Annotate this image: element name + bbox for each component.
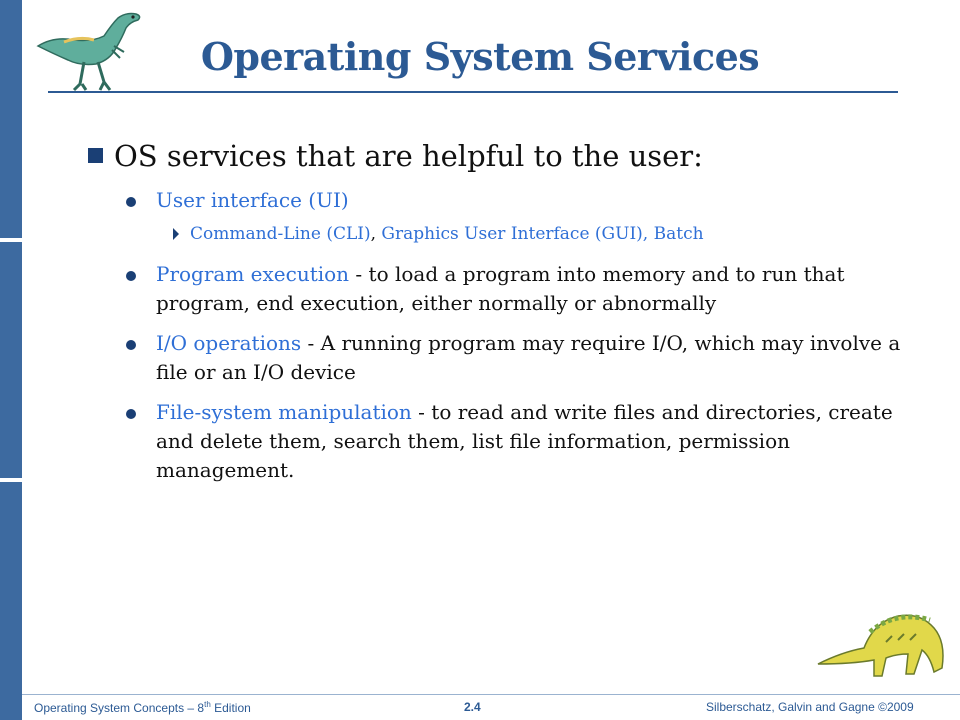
list-item — [88, 260, 928, 318]
footer-title-suffix: Edition — [210, 701, 251, 715]
item-description: - to load a program into memory and to run that program, end execution, either normally or abnormally — [156, 262, 845, 315]
page-number: 2.4 — [464, 700, 481, 714]
footer-book-title — [34, 700, 251, 715]
footer-divider — [22, 694, 960, 695]
list-item — [88, 329, 928, 387]
item-term: File-system manipulation — [156, 400, 412, 424]
round-bullet-icon — [126, 271, 136, 281]
list-item — [88, 398, 928, 485]
side-bar-divider — [0, 238, 22, 242]
item-term: I/O operations — [156, 331, 302, 355]
item-term: Program execution — [156, 262, 350, 286]
main-bullet-text: OS services that are helpful to the user: — [114, 139, 703, 173]
sub-list-item — [88, 222, 928, 246]
sub-item-separator: , — [370, 224, 382, 244]
list-item — [88, 186, 928, 215]
title-underline — [48, 91, 898, 93]
round-bullet-icon — [126, 340, 136, 350]
slide-content — [88, 136, 928, 496]
item-description: - A running program may require I/O, which may involve a file or an I/O device — [156, 331, 901, 384]
square-bullet-icon — [88, 148, 103, 163]
footer-title-sup: th — [204, 700, 211, 709]
footer-title-prefix: Operating System Concepts – 8 — [34, 701, 205, 715]
main-bullet — [88, 136, 928, 176]
side-bar-divider — [0, 478, 22, 482]
sub-item-gui-batch: Graphics User Interface (GUI), Batch — [381, 224, 704, 244]
triangle-bullet-icon — [173, 228, 179, 240]
round-bullet-icon — [126, 409, 136, 419]
slide-title: Operating System Services — [200, 34, 760, 79]
sub-item-cli: Command-Line (CLI) — [190, 224, 371, 244]
round-bullet-icon — [126, 197, 136, 207]
side-bar — [0, 0, 22, 720]
item-term: User interface (UI) — [156, 188, 349, 212]
footer-authors: Silberschatz, Galvin and Gagne ©2009 — [706, 700, 914, 714]
dinosaur-small-icon — [812, 588, 952, 688]
item-description: - to read and write files and directories, create and delete them, search them, list file information, permission management. — [156, 400, 893, 482]
